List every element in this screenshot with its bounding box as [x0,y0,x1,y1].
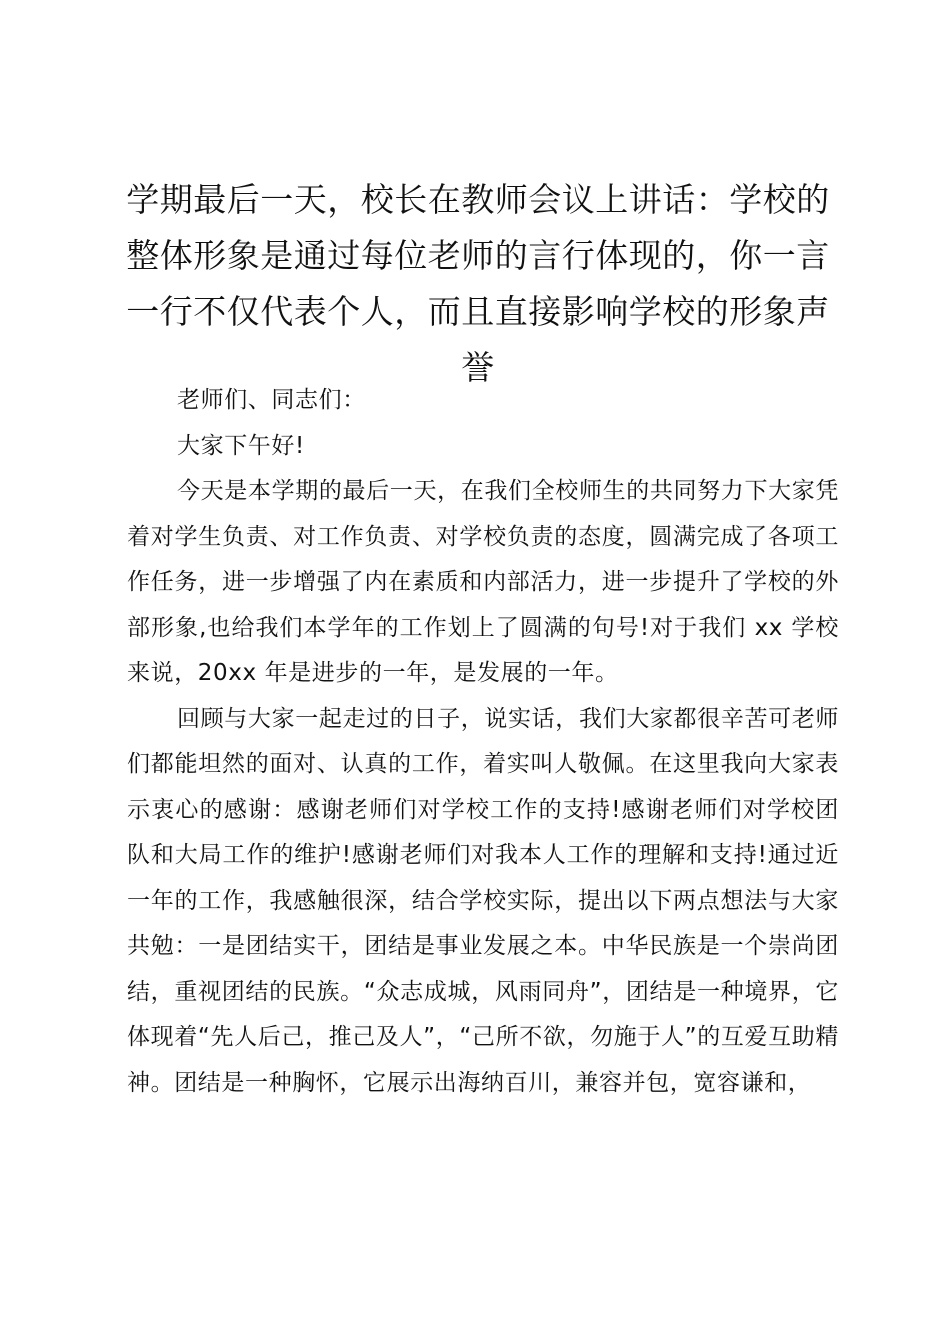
greeting: 大家下午好! [177,432,305,459]
document-body [127,378,839,1106]
body-paragraph: 回顾与大家一起走过的日子，说实话，我们大家都很辛苦可老师们都能坦然的面对、认真的工作，着实叫人敬佩。在这里我向大家表示衷心的感谢：感谢老师们对学校工作的支持!感谢老师们对学校团队和大局工作的维护!感谢老师们对我本人工作的理解和支持!通过近一年的工作，我感触很深，结合学校实际，提出以下两点想法与大家共勉：一是团结实干，团结是事业发展之本。中华民族是一个崇尚团结，重视团结的民族。“众志成城，风雨同舟”，团结是一种境界，它体现着“先人后己，推己及人”，“己所不欲，勿施于人”的互爱互助精神。团结是一种胸怀，它展示出海纳百川，兼容并包，宽容谦和， [127,705,839,1096]
document-title: 学期最后一天，校长在教师会议上讲话：学校的整体形象是通过每位老师的言行体现的，你一言一行不仅代表个人，而且直接影响学校的形象声誉 [126,180,830,387]
body-paragraph: 今天是本学期的最后一天，在我们全校师生的共同努力下大家凭着对学生负责、对工作负责、对学校负责的态度，圆满完成了各项工作任务，进一步增强了内在素质和内部活力，进一步提升了学校的外部形象,也给我们本学年的工作划上了圆满的句号!对于我们 xx 学校来说，20xx 年是进步的一年，是发展的一年。 [127,478,839,686]
salutation: 老师们、同志们： [177,387,366,413]
